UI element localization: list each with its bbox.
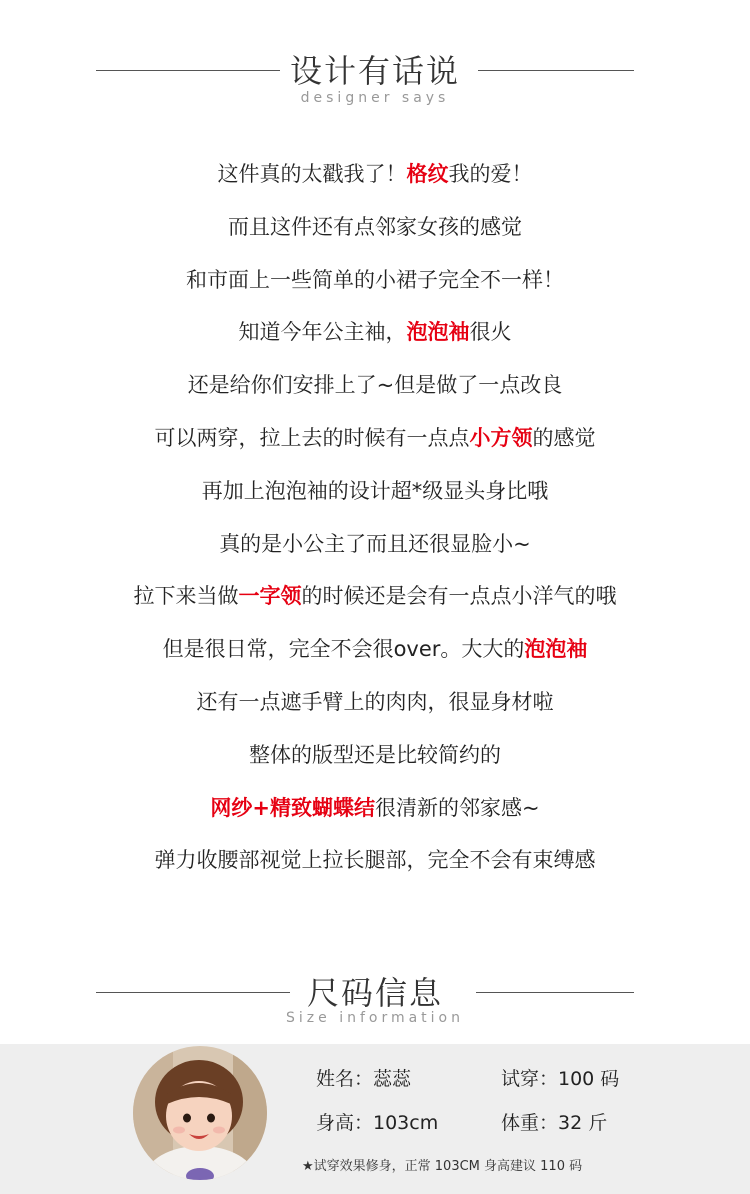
- highlight-text: 网纱+精致蝴蝶结: [210, 795, 375, 820]
- line-text: 而且这件还有点邻家女孩的感觉: [228, 214, 522, 239]
- size-section-title: 尺码信息: [0, 968, 750, 1014]
- line-text: 可以两穿，拉上去的时候有一点点: [154, 425, 470, 450]
- description-text: [0, 148, 750, 887]
- line-text: 我的爱！: [448, 162, 533, 186]
- model-height: 身高：103cm: [316, 1112, 439, 1134]
- line-text: 和市面上一些简单的小裙子完全不一样！: [186, 267, 564, 292]
- description-line: [0, 518, 750, 571]
- description-line: [0, 254, 750, 307]
- description-line: [0, 412, 750, 465]
- description-line: [0, 834, 750, 887]
- description-line: [0, 201, 750, 254]
- highlight-text: 泡泡袖: [406, 320, 470, 345]
- designer-section-subtitle: designer says: [300, 90, 450, 106]
- model-avatar: [133, 1046, 267, 1180]
- line-text: 拉下来当做: [133, 584, 239, 609]
- designer-section-title: 设计有话说: [0, 46, 750, 92]
- size-section-subtitle: Size information: [286, 1010, 464, 1026]
- description-line: [0, 465, 750, 518]
- line-text: 知道今年公主袖，: [238, 320, 407, 345]
- child-portrait-icon: [133, 1046, 267, 1180]
- description-line: [0, 306, 750, 359]
- description-line: [0, 623, 750, 676]
- description-line: [0, 729, 750, 782]
- model-name: 姓名：蕊蕊: [316, 1068, 412, 1090]
- model-weight: 体重：32 斤: [501, 1112, 608, 1134]
- highlight-text: 泡泡袖: [524, 637, 588, 662]
- line-text: 很清新的邻家感~: [375, 795, 540, 820]
- line-text: 的时候还是会有一点点小洋气的哦: [301, 584, 617, 609]
- description-line: [0, 148, 750, 201]
- description-line: [0, 676, 750, 729]
- line-text: 再加上泡泡袖的设计超*级显头身比哦: [201, 478, 549, 503]
- highlight-text: 格纹: [406, 162, 449, 186]
- description-line: [0, 570, 750, 623]
- line-text: 真的是小公主了而且还很显脸小~: [219, 531, 531, 556]
- line-text: 很火: [469, 320, 512, 345]
- line-text: 这件真的太戳我了！: [217, 162, 407, 186]
- highlight-text: 小方领: [469, 425, 533, 450]
- highlight-text: 一字领: [238, 584, 302, 609]
- line-text: 整体的版型还是比较简约的: [249, 742, 501, 767]
- line-text: 还是给你们安排上了~但是做了一点改良: [187, 373, 563, 398]
- size-section-header: [0, 962, 750, 1052]
- line-text: 弹力收腰部视觉上拉长腿部，完全不会有束缚感: [154, 848, 596, 873]
- line-text: 还有一点遮手臂上的肉肉，很显身材啦: [196, 689, 554, 714]
- line-text: 的感觉: [532, 425, 596, 450]
- line-text: 但是很日常，完全不会很over。大大的: [162, 637, 525, 662]
- model-size-tried: 试穿：100 码: [501, 1068, 620, 1090]
- description-line: [0, 359, 750, 412]
- description-line: [0, 782, 750, 835]
- fit-note: ★试穿效果修身，正常 103CM 身高建议 110 码: [302, 1159, 583, 1174]
- designer-section-header: [0, 40, 750, 130]
